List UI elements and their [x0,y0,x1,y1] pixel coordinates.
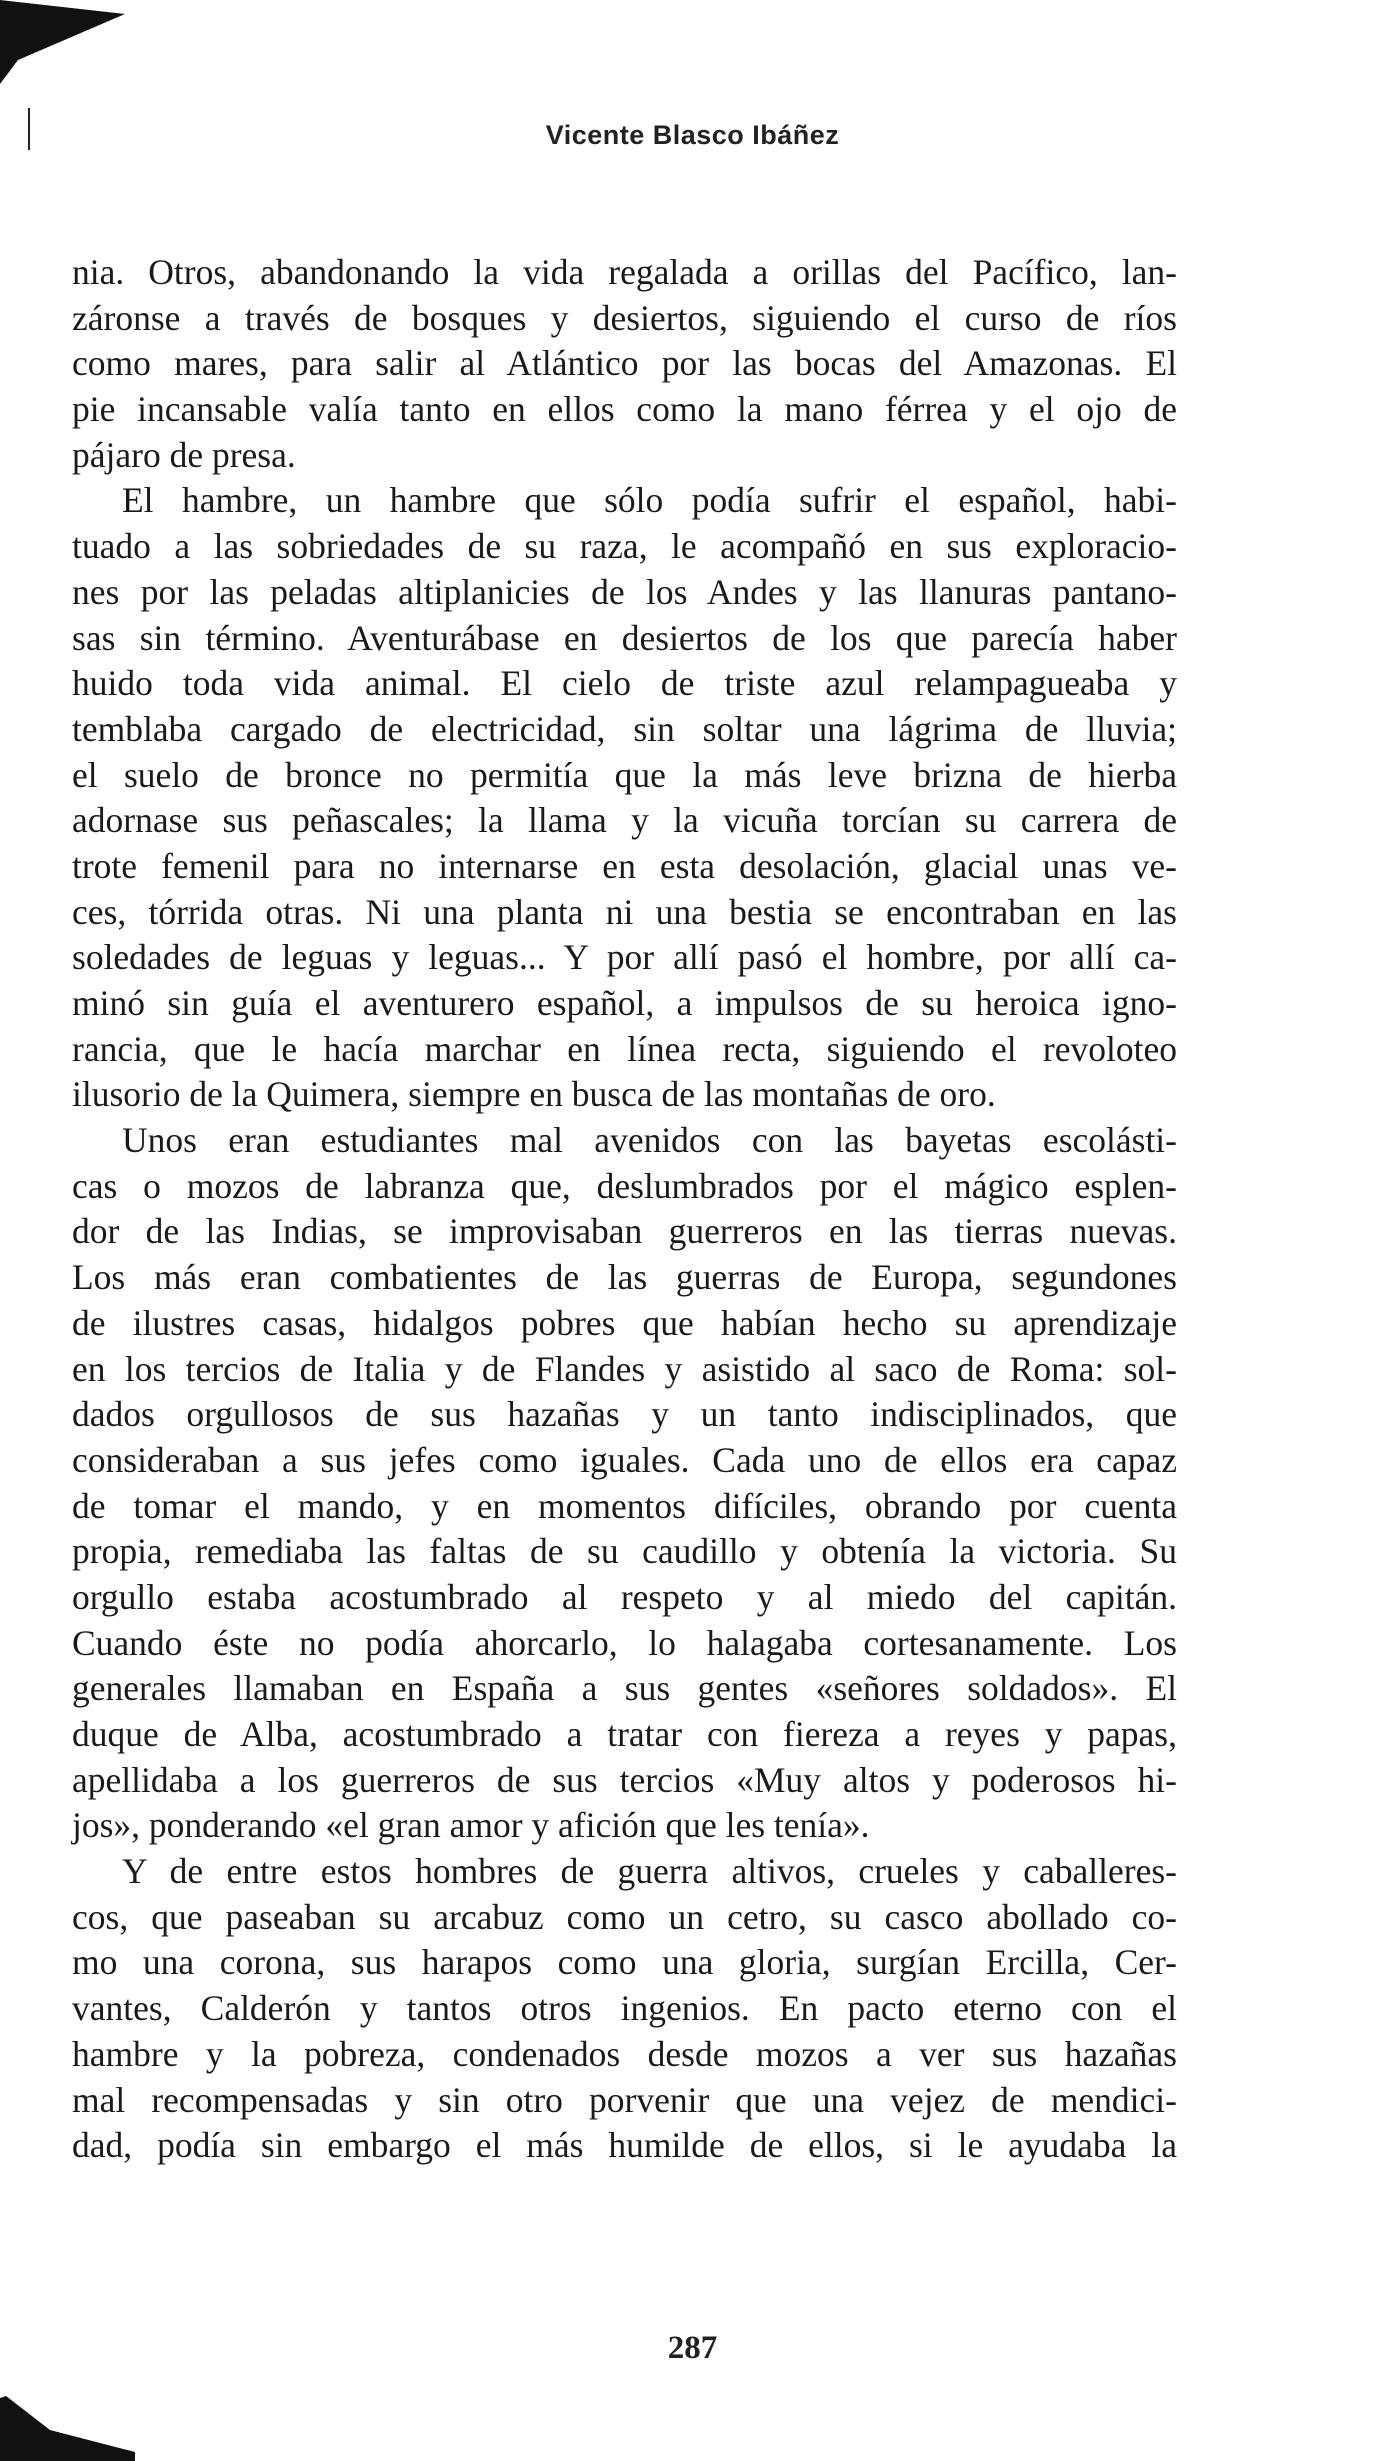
text-line: vantes, Calderón y tantos otros ingenios. En pacto eterno con el [72,1988,1177,2029]
text-line: mal recompensadas y sin otro porvenir que una vejez de mendici- [72,2079,1177,2120]
text-line: de tomar el mando, y en momentos difíciles, obrando por cuenta [72,1485,1177,1526]
text-line: Los más eran combatientes de las guerras de Europa, segundones [72,1257,1177,1298]
text-line: dor de las Indias, se improvisaban guerreros en las tierras nuevas. [72,1211,1177,1252]
bottom-left-corner-mark [0,2390,140,2461]
running-head: Vicente Blasco Ibáñez [545,120,840,150]
text-line: ilusorio de la Quimera, siempre en busca de las montañas de oro. [72,1074,996,1115]
text-line: cas o mozos de labranza que, deslumbrados por el mágico esplen- [72,1165,1177,1206]
text-line: El hambre, un hambre que sólo podía sufrir el español, habi- [122,480,1177,521]
text-line: cos, que paseaban su arcabuz como un cetro, su casco abollado co- [72,1896,1177,1937]
text-line: propia, remediaba las faltas de su caudillo y obtenía la victoria. Su [72,1531,1177,1572]
text-line: jos», ponderando «el gran amor y afición que les tenía». [72,1805,870,1846]
text-line: Y de entre estos hombres de guerra altivos, crueles y caballeres- [122,1851,1177,1892]
text-line: adornase sus peñascales; la llama y la vicuña torcían su carrera de [72,800,1177,841]
text-line: generales llamaban en España a sus gentes «señores soldados». El [72,1668,1177,1709]
text-line: el suelo de bronce no permitía que la más leve brizna de hierba [72,754,1177,795]
text-line: tuado a las sobriedades de su raza, le acompañó en sus exploracio- [72,526,1177,567]
text-line: huido toda vida animal. El cielo de triste azul relampagueaba y [72,663,1177,704]
text-line: minó sin guía el aventurero español, a impulsos de su heroica igno- [72,983,1177,1023]
text-line: Unos eran estudiantes mal avenidos con las bayetas escolásti- [122,1120,1177,1161]
page-number: 287 [667,2330,718,2366]
text-line: ces, tórrida otras. Ni una planta ni una bestia se encontraban en las [72,891,1177,932]
text-line: záronse a través de bosques y desiertos, siguiendo el curso de ríos [72,297,1177,338]
text-line: pie incansable valía tanto en ellos como la mano férrea y el ojo de [72,389,1177,430]
text-line: Cuando éste no podía ahorcarlo, lo halagaba cortesanamente. Los [72,1622,1177,1663]
text-line: de ilustres casas, hidalgos pobres que habían hecho su aprendizaje [72,1302,1177,1343]
text-line: como mares, para salir al Atlántico por las bocas del Amazonas. El [72,343,1177,384]
top-left-corner-mark [0,0,130,110]
text-line: apellidaba a los guerreros de sus tercios «Muy altos y poderosos hi- [72,1759,1177,1800]
text-line: temblaba cargado de electricidad, sin soltar una lágrima de lluvia; [72,708,1177,749]
text-line: sas sin término. Aventurábase en desiertos de los que parecía haber [72,617,1177,658]
text-line: hambre y la pobreza, condenados desde mozos a ver sus hazañas [72,2033,1177,2074]
text-line: consideraban a sus jefes como iguales. Cada uno de ellos era capaz [72,1439,1177,1480]
text-line: soledades de leguas y leguas... Y por allí pasó el hombre, por allí ca- [72,937,1177,978]
text-line: trote femenil para no internarse en esta desolación, glacial unas ve- [72,845,1177,886]
text-line: pájaro de presa. [72,434,296,475]
body-text [72,250,1177,2169]
text-line: dad, podía sin embargo el más humilde de ellos, si le ayudaba la [72,2125,1177,2166]
text-line: mo una corona, sus harapos como una gloria, surgían Ercilla, Cer- [72,1942,1177,1983]
text-line: duque de Alba, acostumbrado a tratar con fiereza a reyes y papas, [72,1714,1177,1754]
text-line: rancia, que le hacía marchar en línea recta, siguiendo el revoloteo [72,1028,1177,1069]
text-line: dados orgullosos de sus hazañas y un tanto indisciplinados, que [72,1394,1177,1435]
text-line: nes por las peladas altiplanicies de los Andes y las llanuras pantano- [72,571,1177,612]
text-line: en los tercios de Italia y de Flandes y asistido al saco de Roma: sol- [72,1348,1177,1389]
text-line: nia. Otros, abandonando la vida regalada a orillas del Pacífico, lan- [72,252,1177,292]
text-line: orgullo estaba acostumbrado al respeto y al miedo del capitán. [72,1576,1177,1617]
